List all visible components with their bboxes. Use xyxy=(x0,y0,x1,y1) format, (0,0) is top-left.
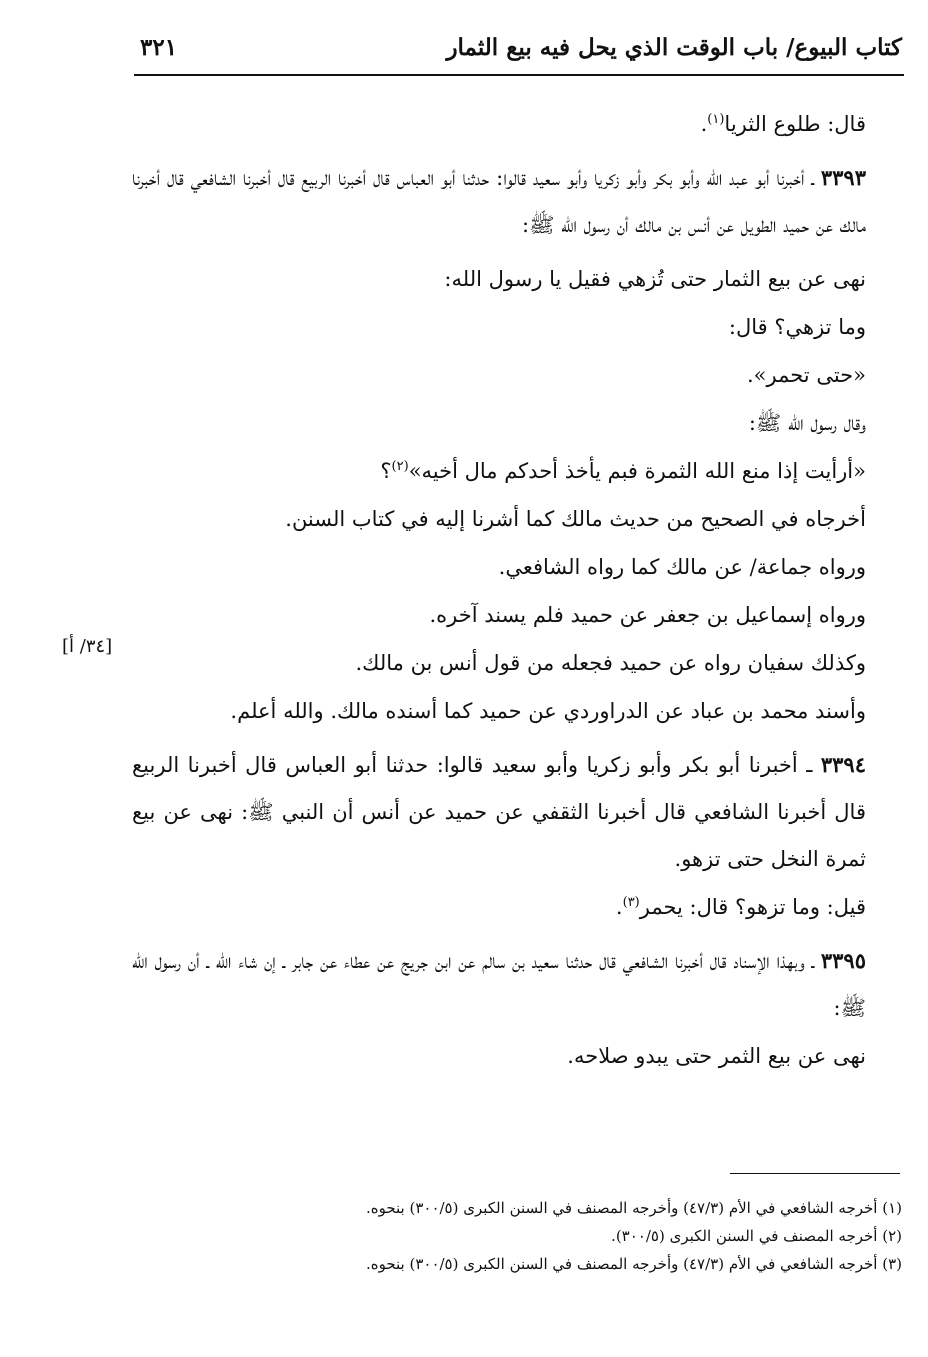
paragraph-10: ورواه إسماعيل بن جعفر عن حميد فلم يسند آخره. xyxy=(429,603,866,627)
paragraph-9: ورواه جماعة/ عن مالك كما رواه الشافعي. xyxy=(498,555,866,579)
hadith-3394: ٣٣٩٤ ـ أخبرنا أبو بكر وأبو زكريا وأبو سعيد قالوا: حدثنا أبو العباس قال أخبرنا الربيع قال أخبرنا الشافعي قال أخبرنا الثقفي عن حميد عن أنس أن النبي ﷺ: نهى عن بيع ثمرة النخل حتى تزهو. xyxy=(132,752,866,871)
paragraph-5: «حتى تحمر». xyxy=(747,363,866,387)
hadith-number: ٣٣٩٤ xyxy=(820,752,866,777)
footnote-ref: (١) xyxy=(707,112,725,127)
paragraph-14: قيل: وما تزهو؟ قال: يحمر$^{(٣)}$. xyxy=(615,895,866,919)
main-text xyxy=(132,100,902,1080)
footnotes xyxy=(132,1194,902,1278)
hadith-3393: ٣٣٩٣ ـ أخبرنا أبو عبد الله وأبو بكر وأبو زكريا وأبو سعيد قالوا: حدثنا أبو العباس قال أخبرنا الربيع قال أخبرنا الشافعي قال أخبرنا مالك عن حميد الطويل عن أنس بن مالك أن رسول الله ﷺ: xyxy=(132,165,866,237)
footnote-divider xyxy=(730,1173,900,1174)
footnote-2: (٢) أخرجه المصنف في السنن الكبرى (٣٠٠/٥). xyxy=(611,1227,902,1245)
footnote-3: (٣) أخرجه الشافعي في الأم (٤٧/٣) وأخرجه المصنف في السنن الكبرى (٣٠٠/٥) بنحوه. xyxy=(365,1255,902,1273)
header-divider xyxy=(134,74,904,76)
page-number: ٣٢١ xyxy=(140,34,178,61)
paragraph-11: وكذلك سفيان رواه عن حميد فجعله من قول أنس بن مالك. xyxy=(355,651,866,675)
paragraph-7: «أرأيت إذا منع الله الثمرة فبم يأخذ أحدكم مال أخيه»$^{(٢)}$؟ xyxy=(380,459,866,483)
manuscript-folio-note: [٣٤/ أ] xyxy=(62,636,113,657)
footnote-ref: (٢) xyxy=(391,459,409,474)
running-header-title: كتاب البيوع/ باب الوقت الذي يحل فيه بيع الثمار xyxy=(446,34,902,61)
paragraph-6: وقال رسول الله ﷺ: xyxy=(748,411,866,435)
paragraph-3: نهى عن بيع الثمار حتى تُزهي فقيل يا رسول الله: xyxy=(444,267,866,291)
paragraph-8: أخرجاه في الصحيح من حديث مالك كما أشرنا إليه في كتاب السنن. xyxy=(285,507,866,531)
hadith-number: ٣٣٩٣ xyxy=(820,165,866,190)
paragraph-12: وأسند محمد بن عباد عن الدراوردي عن حميد كما أسنده مالك. والله أعلم. xyxy=(230,699,866,723)
paragraph-4: وما تزهي؟ قال: xyxy=(728,315,866,339)
footnote-ref: (٣) xyxy=(622,895,640,910)
footnote-1: (١) أخرجه الشافعي في الأم (٤٧/٣) وأخرجه المصنف في السنن الكبرى (٣٠٠/٥) بنحوه. xyxy=(365,1199,902,1217)
paragraph-1: قال: طلوع الثريا$^{(١)}$. xyxy=(700,112,866,136)
hadith-3395: ٣٣٩٥ ـ وبهذا الإسناد قال أخبرنا الشافعي قال حدثنا سعيد بن سالم عن ابن جريج عن عطاء عن جابر ـ إن شاء الله ـ أن رسول الله ﷺ: xyxy=(132,948,866,1020)
hadith-number: ٣٣٩٥ xyxy=(820,948,866,973)
paragraph-16: نهى عن بيع الثمر حتى يبدو صلاحه. xyxy=(567,1044,866,1068)
